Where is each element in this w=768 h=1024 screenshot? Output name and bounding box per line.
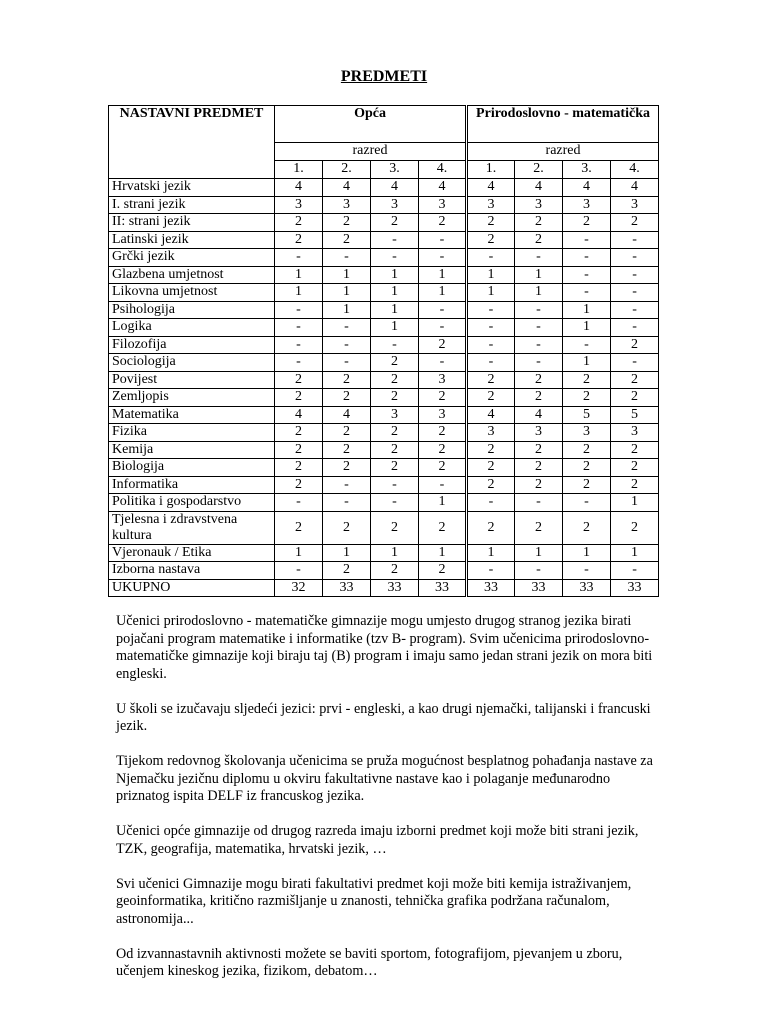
value-cell: 1 xyxy=(371,284,419,302)
value-cell: 2 xyxy=(371,511,419,544)
value-cell: 32 xyxy=(275,579,323,597)
value-cell: - xyxy=(275,562,323,580)
value-cell: 33 xyxy=(371,579,419,597)
value-cell: 2 xyxy=(419,459,467,477)
value-cell: - xyxy=(467,354,515,372)
value-cell: 2 xyxy=(275,459,323,477)
value-cell: - xyxy=(563,336,611,354)
value-cell: 2 xyxy=(371,424,419,442)
value-cell: 1 xyxy=(563,319,611,337)
table-row xyxy=(109,579,659,597)
value-cell: - xyxy=(419,249,467,267)
value-cell: 2 xyxy=(467,459,515,477)
table-row xyxy=(109,301,659,319)
table-row xyxy=(109,406,659,424)
value-cell: 3 xyxy=(275,196,323,214)
value-cell: - xyxy=(275,301,323,319)
value-cell: - xyxy=(515,494,563,512)
value-cell: 2 xyxy=(515,511,563,544)
value-cell: 2 xyxy=(611,459,659,477)
value-cell: - xyxy=(371,249,419,267)
value-cell: 33 xyxy=(467,579,515,597)
value-cell: 2 xyxy=(419,562,467,580)
razred-label: razred xyxy=(467,142,659,160)
year-label: 1. xyxy=(467,160,515,178)
value-cell: 2 xyxy=(563,511,611,544)
value-cell: - xyxy=(467,562,515,580)
subject-cell: Sociologija xyxy=(109,354,275,372)
value-cell: 33 xyxy=(323,579,371,597)
table-row xyxy=(109,214,659,232)
subject-cell: I. strani jezik xyxy=(109,196,275,214)
value-cell: 2 xyxy=(371,562,419,580)
value-cell: 2 xyxy=(275,231,323,249)
subject-cell: Logika xyxy=(109,319,275,337)
subject-cell: Povijest xyxy=(109,371,275,389)
value-cell: 2 xyxy=(323,371,371,389)
value-cell: - xyxy=(419,231,467,249)
value-cell: 2 xyxy=(467,231,515,249)
subject-cell: Izborna nastava xyxy=(109,562,275,580)
value-cell: 2 xyxy=(275,511,323,544)
value-cell: 1 xyxy=(275,284,323,302)
table-row xyxy=(109,562,659,580)
value-cell: 4 xyxy=(467,179,515,197)
subject-cell: Filozofija xyxy=(109,336,275,354)
value-cell: 2 xyxy=(419,424,467,442)
value-cell: 2 xyxy=(275,214,323,232)
table-row xyxy=(109,196,659,214)
value-cell: 5 xyxy=(563,406,611,424)
value-cell: - xyxy=(563,266,611,284)
value-cell: 2 xyxy=(275,424,323,442)
table-row xyxy=(109,389,659,407)
value-cell: 4 xyxy=(323,179,371,197)
value-cell: 4 xyxy=(275,406,323,424)
subject-cell: Latinski jezik xyxy=(109,231,275,249)
value-cell: 1 xyxy=(563,544,611,562)
value-cell: - xyxy=(563,231,611,249)
value-cell: 4 xyxy=(467,406,515,424)
value-cell: 2 xyxy=(467,389,515,407)
value-cell: 1 xyxy=(467,544,515,562)
year-label: 4. xyxy=(611,160,659,178)
group-header-prirodoslovno: Prirodoslovno - matematička xyxy=(467,106,659,143)
value-cell: 2 xyxy=(371,214,419,232)
value-cell: 4 xyxy=(275,179,323,197)
value-cell: 1 xyxy=(515,284,563,302)
value-cell: 3 xyxy=(419,406,467,424)
value-cell: 2 xyxy=(371,371,419,389)
table-row xyxy=(109,476,659,494)
value-cell: - xyxy=(611,319,659,337)
value-cell: 1 xyxy=(515,544,563,562)
value-cell: 4 xyxy=(611,179,659,197)
value-cell: 3 xyxy=(563,424,611,442)
table-row xyxy=(109,284,659,302)
value-cell: 2 xyxy=(323,231,371,249)
value-cell: - xyxy=(563,494,611,512)
value-cell: 2 xyxy=(467,214,515,232)
notes xyxy=(116,613,656,998)
note-paragraph: Svi učenici Gimnazije mogu birati fakultativi predmet koji može biti kemija istraživanjem, geoinformatika, kritično razmišljanje u znanosti, tehnička grafika podržana računalom, astronomija... xyxy=(116,875,632,927)
value-cell: - xyxy=(419,476,467,494)
subject-cell: II: strani jezik xyxy=(109,214,275,232)
value-cell: - xyxy=(515,562,563,580)
value-cell: - xyxy=(467,494,515,512)
value-cell: 2 xyxy=(563,459,611,477)
value-cell: - xyxy=(323,336,371,354)
value-cell: - xyxy=(611,301,659,319)
year-label: 3. xyxy=(371,160,419,178)
value-cell: - xyxy=(611,231,659,249)
value-cell: 2 xyxy=(419,389,467,407)
value-cell: 2 xyxy=(563,441,611,459)
razred-label: razred xyxy=(275,142,467,160)
value-cell: 2 xyxy=(611,214,659,232)
value-cell: - xyxy=(275,494,323,512)
note-paragraph: Učenici opće gimnazije od drugog razreda imaju izborni predmet koji može biti strani jezik, TZK, geografija, matematika, hrvatski jezik, … xyxy=(116,823,639,857)
subject-cell: Biologija xyxy=(109,459,275,477)
value-cell: 1 xyxy=(611,544,659,562)
value-cell: 3 xyxy=(371,196,419,214)
note-paragraph: Od izvannastavnih aktivnosti možete se baviti sportom, fotografijom, pjevanjem u zboru, učenjem kineskog jezika, fizikom, debatom… xyxy=(116,945,623,979)
value-cell: 2 xyxy=(371,441,419,459)
value-cell: 3 xyxy=(611,424,659,442)
value-cell: 2 xyxy=(323,459,371,477)
value-cell: 2 xyxy=(611,511,659,544)
value-cell: 4 xyxy=(323,406,371,424)
value-cell: 2 xyxy=(515,389,563,407)
note-paragraph: Učenici prirodoslovno - matematičke gimnazije mogu umjesto drugog stranog jezika birati pojačani program matematike i informatike (tzv B- program). Svim učenicima prirodoslovno-matematičke gimnazije koji biraju taj (B) program i imaju samo jedan strani jezik on mora biti engleski. xyxy=(116,613,653,682)
table-header-row xyxy=(109,106,659,143)
value-cell: - xyxy=(419,354,467,372)
year-label: 2. xyxy=(515,160,563,178)
value-cell: 3 xyxy=(563,196,611,214)
value-cell: - xyxy=(275,336,323,354)
value-cell: 3 xyxy=(515,424,563,442)
value-cell: - xyxy=(467,336,515,354)
value-cell: 2 xyxy=(563,214,611,232)
value-cell: 4 xyxy=(371,179,419,197)
value-cell: 4 xyxy=(563,179,611,197)
value-cell: 3 xyxy=(419,196,467,214)
value-cell: 2 xyxy=(323,389,371,407)
value-cell: 2 xyxy=(419,214,467,232)
value-cell: 2 xyxy=(515,231,563,249)
year-label: 3. xyxy=(563,160,611,178)
value-cell: 1 xyxy=(419,494,467,512)
table-row xyxy=(109,354,659,372)
value-cell: 1 xyxy=(515,266,563,284)
value-cell: - xyxy=(371,494,419,512)
value-cell: - xyxy=(611,284,659,302)
value-cell: 1 xyxy=(419,284,467,302)
value-cell: 4 xyxy=(419,179,467,197)
value-cell: - xyxy=(563,249,611,267)
value-cell: 2 xyxy=(275,441,323,459)
value-cell: - xyxy=(467,319,515,337)
table-row xyxy=(109,266,659,284)
year-label: 2. xyxy=(323,160,371,178)
subject-cell: Fizika xyxy=(109,424,275,442)
page-title: PREDMETI xyxy=(340,68,428,85)
value-cell: 1 xyxy=(611,494,659,512)
value-cell: 33 xyxy=(515,579,563,597)
value-cell: 2 xyxy=(275,476,323,494)
value-cell: 2 xyxy=(611,336,659,354)
value-cell: 4 xyxy=(515,406,563,424)
value-cell: 2 xyxy=(323,511,371,544)
year-label: 1. xyxy=(275,160,323,178)
value-cell: 3 xyxy=(467,424,515,442)
subject-cell: UKUPNO xyxy=(109,579,275,597)
subject-cell: Grčki jezik xyxy=(109,249,275,267)
value-cell: - xyxy=(419,301,467,319)
value-cell: - xyxy=(611,266,659,284)
value-cell: 2 xyxy=(515,371,563,389)
value-cell: 3 xyxy=(323,196,371,214)
value-cell: 2 xyxy=(611,441,659,459)
value-cell: 2 xyxy=(563,389,611,407)
subject-cell: Zemljopis xyxy=(109,389,275,407)
subject-header: NASTAVNI PREDMET xyxy=(109,106,275,179)
value-cell: 1 xyxy=(371,301,419,319)
value-cell: - xyxy=(515,249,563,267)
value-cell: 2 xyxy=(371,354,419,372)
value-cell: - xyxy=(275,354,323,372)
subject-cell: Informatika xyxy=(109,476,275,494)
subject-cell: Hrvatski jezik xyxy=(109,179,275,197)
value-cell: 1 xyxy=(371,544,419,562)
value-cell: - xyxy=(371,231,419,249)
year-label: 4. xyxy=(419,160,467,178)
table-row xyxy=(109,249,659,267)
value-cell: 1 xyxy=(371,266,419,284)
value-cell: 2 xyxy=(467,441,515,459)
value-cell: 2 xyxy=(323,424,371,442)
value-cell: 1 xyxy=(563,354,611,372)
value-cell: 2 xyxy=(611,389,659,407)
value-cell: 2 xyxy=(275,389,323,407)
value-cell: 3 xyxy=(611,196,659,214)
table-row xyxy=(109,179,659,197)
value-cell: - xyxy=(467,249,515,267)
subject-cell: Kemija xyxy=(109,441,275,459)
table-row xyxy=(109,319,659,337)
value-cell: 1 xyxy=(323,544,371,562)
value-cell: - xyxy=(611,562,659,580)
table-row xyxy=(109,511,659,544)
table-row xyxy=(109,441,659,459)
value-cell: 1 xyxy=(371,319,419,337)
table-row xyxy=(109,494,659,512)
value-cell: 33 xyxy=(419,579,467,597)
value-cell: 3 xyxy=(371,406,419,424)
group-header-opca: Opća xyxy=(275,106,467,143)
note-paragraph: Tijekom redovnog školovanja učenicima se pruža mogućnost besplatnog pohađanja nastave za Njemačku jezičnu diplomu u okviru fakultativne nastave kao i polaganje međunarodno priznatog ispita DELF iz francuskog jezika. xyxy=(116,753,653,804)
value-cell: 1 xyxy=(467,266,515,284)
table-row xyxy=(109,231,659,249)
value-cell: - xyxy=(419,319,467,337)
value-cell: 2 xyxy=(323,441,371,459)
value-cell: 2 xyxy=(467,371,515,389)
subject-cell: Vjeronauk / Etika xyxy=(109,544,275,562)
value-cell: 2 xyxy=(371,389,419,407)
value-cell: - xyxy=(323,319,371,337)
table-row xyxy=(109,544,659,562)
value-cell: 2 xyxy=(611,476,659,494)
value-cell: - xyxy=(515,354,563,372)
value-cell: 2 xyxy=(563,476,611,494)
subject-cell: Glazbena umjetnost xyxy=(109,266,275,284)
value-cell: 2 xyxy=(515,214,563,232)
value-cell: 5 xyxy=(611,406,659,424)
table-row xyxy=(109,371,659,389)
value-cell: 2 xyxy=(323,562,371,580)
value-cell: 2 xyxy=(515,476,563,494)
value-cell: 2 xyxy=(515,441,563,459)
value-cell: - xyxy=(467,301,515,319)
value-cell: 2 xyxy=(467,511,515,544)
value-cell: 1 xyxy=(467,284,515,302)
value-cell: 33 xyxy=(611,579,659,597)
value-cell: 2 xyxy=(371,459,419,477)
value-cell: 1 xyxy=(419,544,467,562)
value-cell: - xyxy=(515,336,563,354)
value-cell: 1 xyxy=(323,266,371,284)
value-cell: 1 xyxy=(275,266,323,284)
value-cell: 2 xyxy=(515,459,563,477)
subjects-table xyxy=(108,105,659,597)
value-cell: - xyxy=(323,354,371,372)
value-cell: - xyxy=(371,336,419,354)
value-cell: 2 xyxy=(419,511,467,544)
value-cell: 1 xyxy=(419,266,467,284)
value-cell: - xyxy=(563,284,611,302)
subject-cell: Matematika xyxy=(109,406,275,424)
value-cell: 2 xyxy=(467,476,515,494)
value-cell: 1 xyxy=(563,301,611,319)
value-cell: 1 xyxy=(275,544,323,562)
value-cell: 3 xyxy=(515,196,563,214)
value-cell: - xyxy=(611,249,659,267)
value-cell: 2 xyxy=(563,371,611,389)
value-cell: 33 xyxy=(563,579,611,597)
value-cell: 4 xyxy=(515,179,563,197)
value-cell: 3 xyxy=(467,196,515,214)
subject-cell: Likovna umjetnost xyxy=(109,284,275,302)
table-row xyxy=(109,336,659,354)
value-cell: - xyxy=(563,562,611,580)
value-cell: - xyxy=(515,319,563,337)
value-cell: - xyxy=(323,476,371,494)
note-paragraph: U školi se izučavaju sljedeći jezici: prvi - engleski, a kao drugi njemački, talijanski i francuski jezik. xyxy=(116,700,651,734)
value-cell: - xyxy=(323,494,371,512)
value-cell: - xyxy=(323,249,371,267)
value-cell: - xyxy=(275,249,323,267)
value-cell: 2 xyxy=(323,214,371,232)
value-cell: 2 xyxy=(275,371,323,389)
value-cell: 1 xyxy=(323,284,371,302)
value-cell: - xyxy=(611,354,659,372)
subject-cell: Tjelesna i zdravstvena kultura xyxy=(109,511,275,544)
table-row xyxy=(109,459,659,477)
table-row xyxy=(109,424,659,442)
value-cell: - xyxy=(275,319,323,337)
value-cell: 2 xyxy=(419,441,467,459)
subject-cell: Politika i gospodarstvo xyxy=(109,494,275,512)
value-cell: 2 xyxy=(611,371,659,389)
value-cell: 1 xyxy=(323,301,371,319)
subject-cell: Psihologija xyxy=(109,301,275,319)
value-cell: 2 xyxy=(419,336,467,354)
value-cell: 3 xyxy=(419,371,467,389)
value-cell: - xyxy=(515,301,563,319)
value-cell: - xyxy=(371,476,419,494)
